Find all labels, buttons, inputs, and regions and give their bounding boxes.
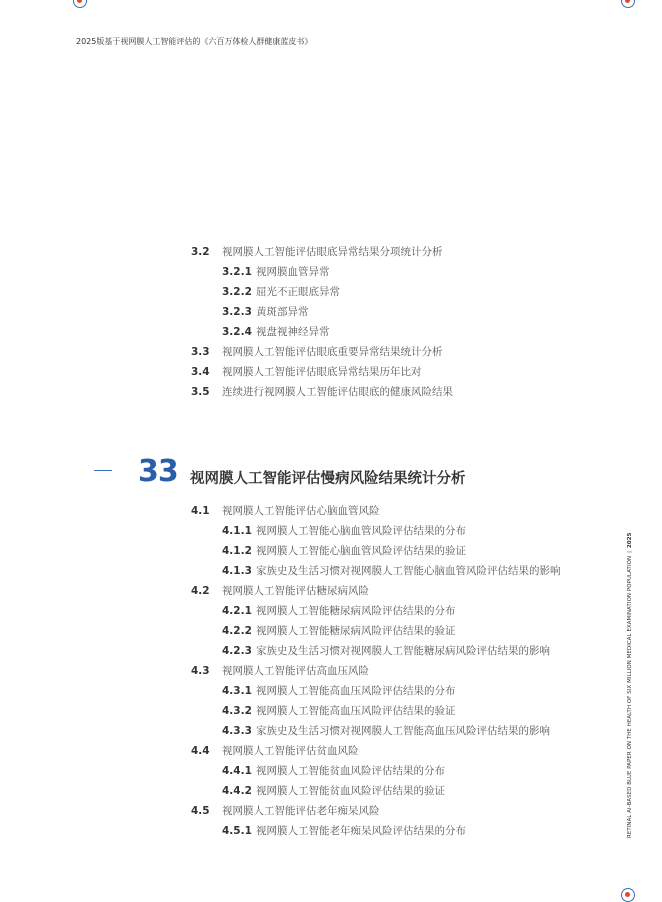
toc-entry-number: 4.1.3 (222, 565, 252, 577)
toc-entry-title: 视网膜人工智能评估眼底异常结果分项统计分析 (222, 246, 443, 258)
chapter-number: 33 (138, 454, 178, 489)
toc-entry[interactable] (222, 784, 445, 798)
chapter-rule (94, 470, 112, 471)
toc-entry[interactable] (191, 385, 453, 399)
toc-entry-number: 3.2.3 (222, 306, 252, 318)
toc-entry[interactable] (191, 345, 443, 359)
toc-entry[interactable] (222, 325, 330, 339)
toc-entry[interactable] (222, 724, 550, 738)
toc-entry-number: 4.2.2 (222, 625, 252, 637)
toc-entry[interactable] (222, 305, 309, 319)
toc-entry-title: 视网膜人工智能心脑血管风险评估结果的分布 (256, 525, 466, 537)
toc-entry-title: 视网膜人工智能老年痴呆风险评估结果的分布 (256, 825, 466, 837)
toc-entry[interactable] (222, 564, 561, 578)
toc-entry-title: 视网膜人工智能评估高血压风险 (222, 665, 369, 677)
toc-entry-number: 3.2.4 (222, 326, 252, 338)
toc-entry-title: 视网膜人工智能糖尿病风险评估结果的分布 (256, 605, 456, 617)
toc-entry-number: 4.4.1 (222, 765, 252, 777)
toc-entry-number: 4.2 (191, 585, 210, 597)
toc-entry-title: 视网膜血管异常 (256, 266, 330, 278)
toc-entry-title: 视网膜人工智能评估糖尿病风险 (222, 585, 369, 597)
side-label-year: 2025 (627, 532, 633, 548)
toc-entry[interactable] (191, 365, 422, 379)
toc-entry[interactable] (222, 265, 330, 279)
toc-entry-title: 视网膜人工智能高血压风险评估结果的分布 (256, 685, 456, 697)
toc-entry-title: 视网膜人工智能高血压风险评估结果的验证 (256, 705, 456, 717)
toc-entry-title: 视网膜人工智能贫血风险评估结果的验证 (256, 785, 445, 797)
toc-entry-title: 连续进行视网膜人工智能评估眼底的健康风险结果 (222, 386, 453, 398)
toc-entry[interactable] (222, 524, 466, 538)
toc-entry-number: 4.5.1 (222, 825, 252, 837)
toc-entry-number: 4.3.3 (222, 725, 252, 737)
toc-entry-title: 视网膜人工智能贫血风险评估结果的分布 (256, 765, 445, 777)
toc-entry-title: 视网膜人工智能评估贫血风险 (222, 745, 359, 757)
toc-entry-title: 视网膜人工智能评估眼底重要异常结果统计分析 (222, 346, 443, 358)
toc-entry-title: 家族史及生活习惯对视网膜人工智能高血压风险评估结果的影响 (256, 725, 550, 737)
toc-entry[interactable] (191, 245, 443, 259)
toc-entry-number: 4.3.1 (222, 685, 252, 697)
registration-mark-icon (621, 888, 635, 902)
toc-entry-number: 3.2 (191, 246, 210, 258)
toc-entry-number: 4.4 (191, 745, 210, 757)
toc-entry-title: 视网膜人工智能糖尿病风险评估结果的验证 (256, 625, 456, 637)
toc-entry[interactable] (222, 644, 550, 658)
registration-mark-icon (73, 0, 87, 8)
toc-entry-number: 4.2.1 (222, 605, 252, 617)
toc-entry-number: 3.2.1 (222, 266, 252, 278)
toc-entry[interactable] (222, 764, 445, 778)
side-label-separator: | (627, 550, 633, 553)
toc-entry-title: 家族史及生活习惯对视网膜人工智能糖尿病风险评估结果的影响 (256, 645, 550, 657)
toc-entry-number: 4.4.2 (222, 785, 252, 797)
toc-entry-number: 3.5 (191, 386, 210, 398)
toc-entry[interactable] (222, 624, 456, 638)
running-header: 2025版基于视网膜人工智能评估的《六百万体检人群健康蓝皮书》 (76, 37, 313, 46)
toc-entry-number: 3.3 (191, 346, 210, 358)
chapter-title: 视网膜人工智能评估慢病风险结果统计分析 (190, 471, 466, 487)
toc-entry[interactable] (222, 684, 456, 698)
toc-entry-title: 视网膜人工智能评估老年痴呆风险 (222, 805, 380, 817)
toc-entry-number: 3.2.2 (222, 286, 252, 298)
toc-entry-title: 屈光不正眼底异常 (256, 286, 340, 298)
toc-entry[interactable] (191, 804, 380, 818)
registration-mark-icon (621, 0, 635, 8)
toc-entry-title: 黄斑部异常 (256, 306, 309, 318)
toc-entry-number: 4.3 (191, 665, 210, 677)
side-label-text: RETINAL AI-BASED BLUE PAPER ON THE HEALTH OF SIX MILLION MEDICAL EXAMINATION POPULATION (627, 555, 633, 838)
toc-entry[interactable] (222, 604, 456, 618)
toc-entry-number: 4.1.1 (222, 525, 252, 537)
toc-entry[interactable] (222, 544, 466, 558)
toc-entry[interactable] (191, 584, 369, 598)
toc-entry-title: 视网膜人工智能评估心脑血管风险 (222, 505, 380, 517)
toc-entry[interactable] (222, 704, 456, 718)
toc-entry-title: 家族史及生活习惯对视网膜人工智能心脑血管风险评估结果的影响 (256, 565, 561, 577)
toc-entry-number: 3.4 (191, 366, 210, 378)
toc-entry[interactable] (222, 285, 340, 299)
toc-entry[interactable] (222, 824, 466, 838)
toc-entry-title: 视网膜人工智能评估眼底异常结果历年比对 (222, 366, 422, 378)
side-label (627, 533, 633, 838)
toc-entry[interactable] (191, 664, 369, 678)
toc-entry-title: 视盘视神经异常 (256, 326, 330, 338)
toc-entry-number: 4.3.2 (222, 705, 252, 717)
toc-entry-number: 4.1 (191, 505, 210, 517)
toc-entry[interactable] (191, 744, 359, 758)
toc-entry-title: 视网膜人工智能心脑血管风险评估结果的验证 (256, 545, 466, 557)
toc-entry-number: 4.2.3 (222, 645, 252, 657)
toc-entry-number: 4.1.2 (222, 545, 252, 557)
toc-entry[interactable] (191, 504, 380, 518)
toc-entry-number: 4.5 (191, 805, 210, 817)
